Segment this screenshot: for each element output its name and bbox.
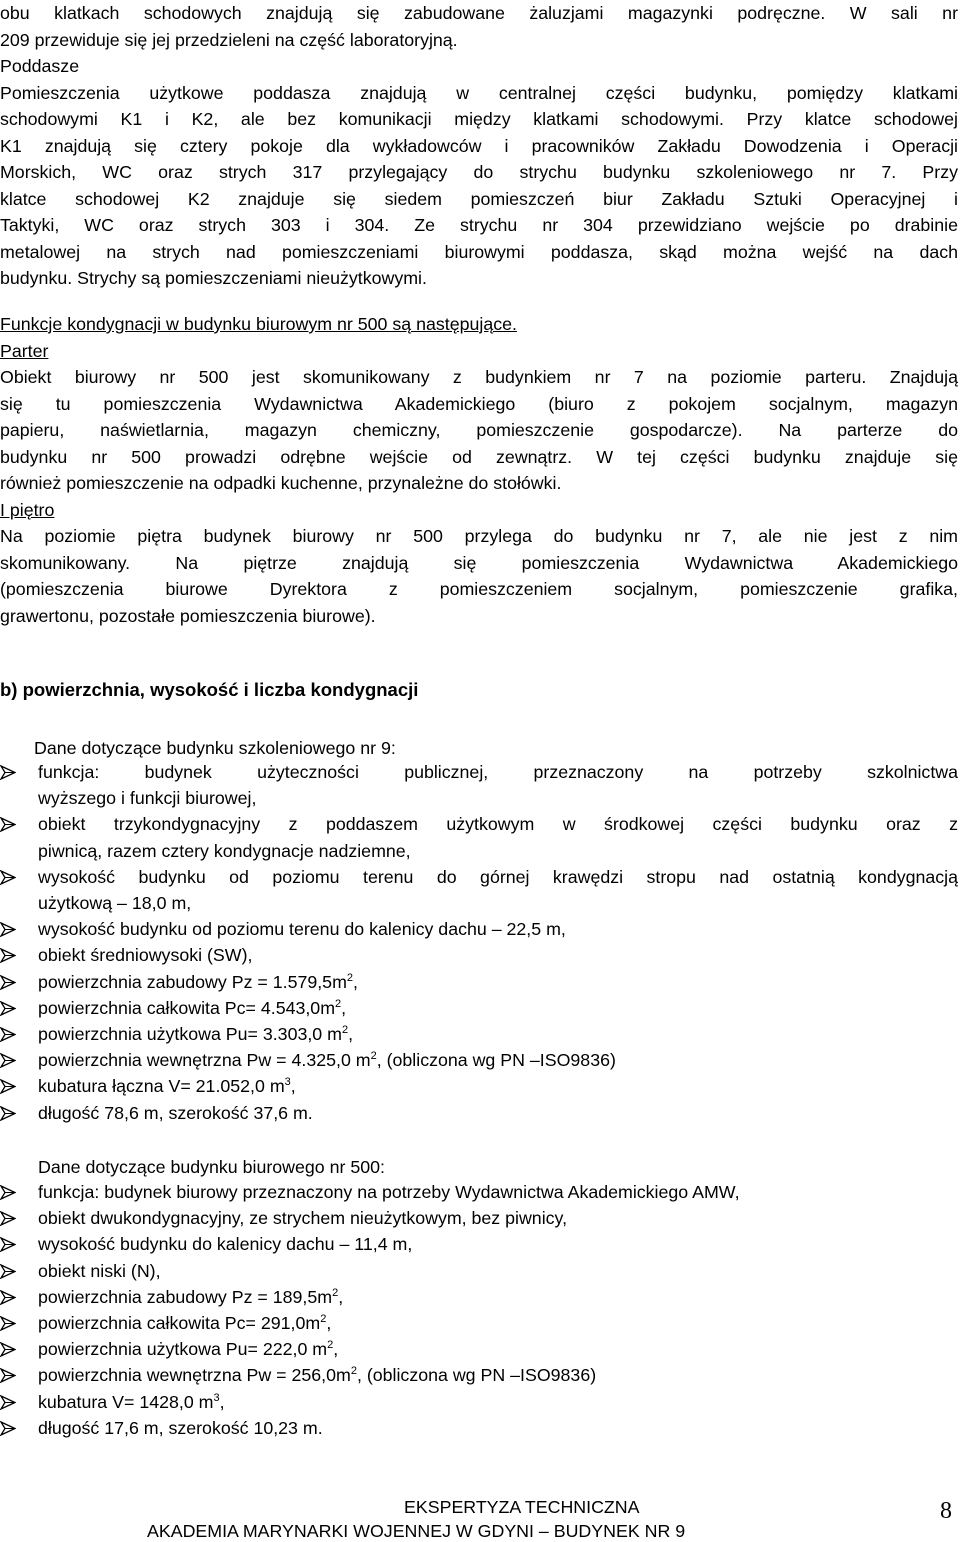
value-text: powierzchnia wewnętrzna Pw = 256,0m [38, 1365, 351, 1386]
arrow-bullet-icon [0, 1106, 16, 1121]
footer-title: EKSPERTYZA TECHNICZNA [404, 1497, 640, 1517]
value-suffix: , [326, 1313, 332, 1334]
floor-functions-heading: Funkcje kondygnacji w budynku biurowym nr 500 są następujące. [0, 314, 517, 334]
footer-subtitle: AKADEMIA MARYNARKI WOJENNEJ W GDYNI – BUDYNEK NR 9 [147, 1521, 686, 1541]
value-text: powierzchnia zabudowy Pz = 189,5m [38, 1286, 333, 1307]
list-item [0, 1047, 958, 1073]
arrow-bullet-icon [0, 1264, 16, 1279]
list-item-text: funkcja: budynek użyteczności publicznej, przeznaczony na potrzeby szkolnictwa [38, 762, 958, 782]
text-line: 209 przewiduje się jej przedzieleni na część laboratoryjną. [0, 29, 458, 50]
arrow-bullet-icon [0, 1185, 16, 1200]
list-item [0, 1415, 958, 1441]
unit-exponent: 2 [346, 971, 354, 984]
value-suffix: , [338, 1286, 344, 1307]
building9-data-list [0, 759, 958, 1126]
arrow-bullet-icon [0, 948, 16, 963]
unit-exponent: 2 [370, 1050, 377, 1063]
arrow-bullet-icon [0, 870, 16, 885]
list-item-text [38, 1362, 958, 1388]
list-item-text [38, 1047, 958, 1073]
section-b-heading: b) powierzchnia, wysokość i liczba kondygnacji [0, 679, 419, 700]
list-item-text [38, 969, 958, 995]
list-item-text: wysokość budynku od poziomu terenu do górnej krawędzi stropu nad ostatnią kondygnacją [38, 866, 958, 887]
value-suffix: , [333, 1339, 339, 1360]
paragraph-staircases [0, 0, 958, 292]
value-text: powierzchnia użytkowa Pu= 3.303,0 m [38, 1024, 342, 1045]
text-line: grawertonu, pozostałe pomieszczenia biurowe). [0, 605, 376, 626]
arrow-bullet-icon [0, 1237, 16, 1252]
text-line: Morskich, WC oraz strych 317 przylegający do strychu budynku szkoleniowego nr 7. Przy [0, 162, 958, 182]
value-text: powierzchnia zabudowy Pz = 1.579,5m [38, 971, 347, 992]
text-line: K1 znajdują się cztery pokoje dla wykładowców i pracowników Zakładu Dowodzenia i Operacji [0, 135, 958, 156]
list-item [0, 1310, 958, 1336]
value-text: kubatura V= 1428,0 m [38, 1391, 214, 1412]
building500-intro: Dane dotyczące budynku biurowego nr 500: [38, 1157, 385, 1177]
list-item [0, 1336, 958, 1362]
list-item-text: wysokość budynku do kalenicy dachu – 11,4 m, [38, 1234, 413, 1255]
list-item-text: obiekt dwukondygnacyjny, ze strychem nieużytkowym, bez piwnicy, [38, 1208, 568, 1229]
text-line: również pomieszczenie na odpadki kuchenne, przynależne do stołówki. [0, 473, 562, 493]
unit-exponent: 2 [341, 1024, 349, 1037]
text-line: papieru, naświetlarnia, magazyn chemiczny, pomieszczenie gospodarcze). Na parterze do [0, 420, 958, 440]
arrow-bullet-icon [0, 975, 16, 990]
list-item [0, 1100, 958, 1126]
page-number: 8 [940, 1498, 952, 1524]
unit-exponent: 3 [213, 1391, 220, 1404]
list-item [0, 942, 958, 968]
text-line: schodowymi K1 i K2, ale bez komunikacji między klatkami schodowymi. Przy klatce schodowej [0, 109, 958, 129]
unit-exponent: 2 [332, 1286, 339, 1299]
text-line: klatce schodowej K2 znajduje się siedem pomieszczeń biur Zakładu Sztuki Operacyjnej i [0, 188, 958, 209]
arrow-bullet-icon [0, 1368, 16, 1383]
list-item-text [38, 995, 958, 1021]
arrow-bullet-icon [0, 1211, 16, 1226]
arrow-bullet-icon [0, 1027, 16, 1042]
text-line: obu klatkach schodowych znajdują się zabudowane żaluzjami magazynki podręczne. W sali nr [0, 3, 958, 23]
text-line: Pomieszczenia użytkowe poddasza znajdują w centralnej części budynku, pomiędzy klatkami [0, 82, 958, 103]
unit-exponent: 2 [335, 997, 342, 1010]
value-suffix: , (obliczona wg PN –ISO9836) [356, 1365, 597, 1386]
list-item [0, 1258, 958, 1284]
list-item [0, 969, 958, 995]
arrow-bullet-icon [0, 1290, 16, 1305]
text-line: Na poziomie piętra budynek biurowy nr 500 przylega do budynku nr 7, ale nie jest z nim [0, 526, 958, 546]
paragraph-floor-functions [0, 311, 958, 629]
list-item-text [38, 1284, 958, 1310]
list-item [0, 1073, 958, 1099]
section-heading-parter: Parter [0, 340, 49, 361]
value-text: powierzchnia wewnętrzna Pw = 4.325,0 m [38, 1050, 371, 1071]
arrow-bullet-icon [0, 1342, 16, 1357]
text-line: się tu pomieszczenia Wydawnictwa Akademickiego (biuro z pokojem socjalnym, magazyn [0, 393, 958, 414]
value-suffix: , [341, 997, 347, 1018]
arrow-bullet-icon [0, 1395, 16, 1410]
value-suffix: , [353, 971, 358, 992]
text-line: metalowej na strych nad pomieszczeniami biurowymi poddasza, skąd można wejść na dach [0, 241, 958, 262]
list-item [0, 1179, 958, 1205]
unit-exponent: 2 [350, 1365, 357, 1378]
list-item-text: obiekt trzykondygnacyjny z poddaszem użytkowym w środkowej części budynku oraz z [38, 814, 958, 835]
text-line: (pomieszczenia biurowe Dyrektora z pomieszczeniem socjalnym, pomieszczenie grafika, [0, 579, 958, 599]
list-item-text [38, 1389, 958, 1415]
list-item-text: wyższego i funkcji biurowej, [38, 788, 257, 809]
arrow-bullet-icon [0, 765, 16, 780]
unit-exponent: 2 [320, 1313, 327, 1326]
list-item-text: wysokość budynku od poziomu terenu do kalenicy dachu – 22,5 m, [38, 919, 566, 940]
value-suffix: , [219, 1391, 225, 1412]
arrow-bullet-icon [0, 1001, 16, 1016]
value-text: powierzchnia użytkowa Pu= 222,0 m [38, 1339, 328, 1360]
section-heading-poddasze: Poddasze [0, 56, 80, 76]
text-line: Obiekt biurowy nr 500 jest skomunikowany z budynkiem nr 7 na poziomie parteru. Znajdują [0, 367, 958, 387]
list-item [0, 1021, 958, 1047]
list-item-text: długość 17,6 m, szerokość 10,23 m. [38, 1417, 323, 1438]
list-item-text: obiekt średniowysoki (SW), [38, 945, 253, 966]
value-text: powierzchnia całkowita Pc= 291,0m [38, 1313, 321, 1334]
value-suffix: , [290, 1076, 296, 1097]
list-item-text [38, 1073, 958, 1099]
arrow-bullet-icon [0, 922, 16, 937]
section-heading-ipietro: I piętro [0, 499, 55, 520]
list-item [0, 1231, 958, 1257]
text-line: budynku. Strychy są pomieszczeniami nieużytkowymi. [0, 268, 427, 288]
value-text: powierzchnia całkowita Pc= 4.543,0m [38, 997, 336, 1018]
list-item-text: piwnicą, razem cztery kondygnacje nadziemne, [38, 840, 411, 861]
list-item-text: obiekt niski (N), [38, 1260, 161, 1281]
list-item [0, 916, 958, 942]
value-suffix: , [348, 1024, 354, 1045]
list-item-text [38, 1336, 958, 1362]
building9-intro: Dane dotyczące budynku szkoleniowego nr 9: [34, 738, 396, 758]
arrow-bullet-icon [0, 817, 16, 832]
arrow-bullet-icon [0, 1053, 16, 1068]
list-item [0, 1362, 958, 1388]
text-line: Taktyki, WC oraz strych 303 i 304. Ze strychu nr 304 przewidziano wejście po drabinie [0, 215, 958, 235]
value-suffix: , (obliczona wg PN –ISO9836) [376, 1050, 616, 1071]
list-item-text: funkcja: budynek biurowy przeznaczony na potrzeby Wydawnictwa Akademickiego AMW, [38, 1182, 740, 1202]
list-item [0, 864, 958, 916]
unit-exponent: 3 [284, 1076, 291, 1089]
arrow-bullet-icon [0, 1421, 16, 1436]
list-item-text [38, 1021, 958, 1047]
list-item [0, 1284, 958, 1310]
building500-data-list [0, 1179, 958, 1441]
unit-exponent: 2 [327, 1339, 334, 1352]
arrow-bullet-icon [0, 1316, 16, 1331]
list-item-text: użytkową – 18,0 m, [38, 893, 192, 914]
value-text: kubatura łączna V= 21.052,0 m [38, 1076, 285, 1097]
list-item-text [38, 1310, 958, 1336]
text-line: skomunikowany. Na piętrze znajdują się pomieszczenia Wydawnictwa Akademickiego [0, 552, 958, 573]
list-item [0, 1389, 958, 1415]
list-item [0, 759, 958, 811]
list-item [0, 811, 958, 863]
list-item [0, 995, 958, 1021]
list-item [0, 1205, 958, 1231]
arrow-bullet-icon [0, 1079, 16, 1094]
list-item-text: długość 78,6 m, szerokość 37,6 m. [38, 1102, 313, 1123]
text-line: budynku nr 500 prowadzi odrębne wejście od zewnątrz. W tej części budynku znajduje się [0, 446, 958, 467]
